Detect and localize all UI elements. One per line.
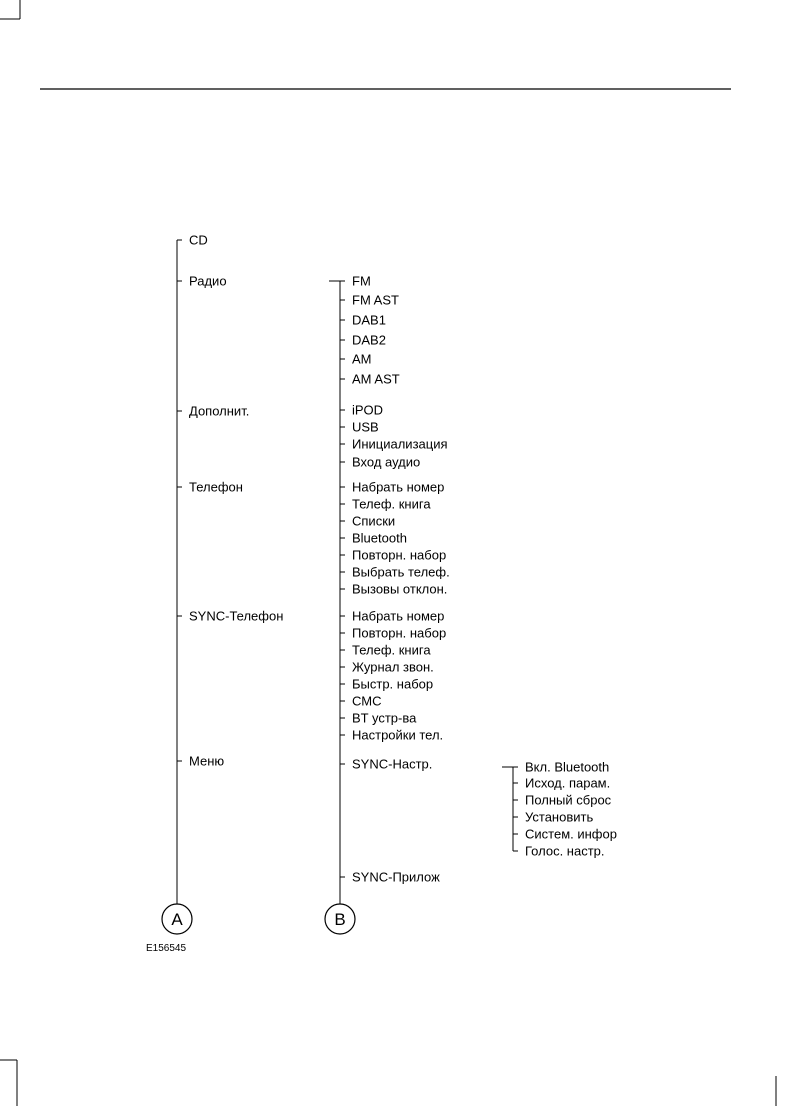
level3-item: Голос. настр. bbox=[525, 843, 605, 859]
level2-item: Выбрать телеф. bbox=[352, 564, 450, 580]
connector-b-label: B bbox=[334, 910, 346, 929]
level3-item: Систем. инфор bbox=[525, 826, 617, 842]
level2-item: Списки bbox=[352, 513, 396, 529]
level2-item: USB bbox=[352, 419, 379, 435]
level2-item: SYNC-Прилож bbox=[352, 869, 440, 885]
level2-item: Инициализация bbox=[352, 436, 448, 452]
level1-item: Меню bbox=[189, 753, 225, 769]
level2-item: iPOD bbox=[352, 402, 384, 418]
level2-item: Настройки тел. bbox=[352, 727, 444, 743]
level2-item: Телеф. книга bbox=[352, 496, 431, 512]
figure-code: E156545 bbox=[146, 943, 187, 954]
tree-lines bbox=[177, 240, 518, 904]
level2-item: DAB2 bbox=[352, 332, 386, 348]
level3-item: Исход. парам. bbox=[525, 775, 611, 791]
level1-item: SYNC-Телефон bbox=[189, 608, 284, 624]
level1-item: CD bbox=[189, 232, 208, 248]
level2-item: Повторн. набор bbox=[352, 625, 447, 641]
level2-item: Телеф. книга bbox=[352, 642, 431, 658]
level2-item: AM bbox=[352, 351, 372, 367]
level2-item: FM AST bbox=[352, 292, 399, 308]
level1-item: Телефон bbox=[189, 479, 243, 495]
level2-item: Быстр. набор bbox=[352, 676, 434, 692]
level2-item: Bluetooth bbox=[352, 530, 407, 546]
level2-item: Вход аудио bbox=[352, 454, 421, 470]
level2-item: Набрать номер bbox=[352, 608, 445, 624]
level2-item: СМС bbox=[352, 693, 382, 709]
level2-item: AM AST bbox=[352, 371, 400, 387]
level3-item: Вкл. Bluetooth bbox=[525, 759, 610, 775]
level1-item: Дополнит. bbox=[189, 403, 250, 419]
level2-item: FM bbox=[352, 273, 371, 289]
tree-labels bbox=[189, 233, 617, 885]
connector-a-label: A bbox=[171, 910, 183, 929]
level2-item: BT устр-ва bbox=[352, 710, 417, 726]
level2-item: Набрать номер bbox=[352, 479, 445, 495]
level2-item: Повторн. набор bbox=[352, 547, 447, 563]
level2-item: SYNC-Настр. bbox=[352, 756, 433, 772]
level3-item: Установить bbox=[525, 809, 594, 825]
level2-item: Журнал звон. bbox=[352, 659, 434, 675]
level2-item: Вызовы отклон. bbox=[352, 581, 448, 597]
level1-item: Радио bbox=[189, 273, 227, 289]
level3-item: Полный сброс bbox=[525, 792, 612, 808]
level2-item: DAB1 bbox=[352, 312, 386, 328]
